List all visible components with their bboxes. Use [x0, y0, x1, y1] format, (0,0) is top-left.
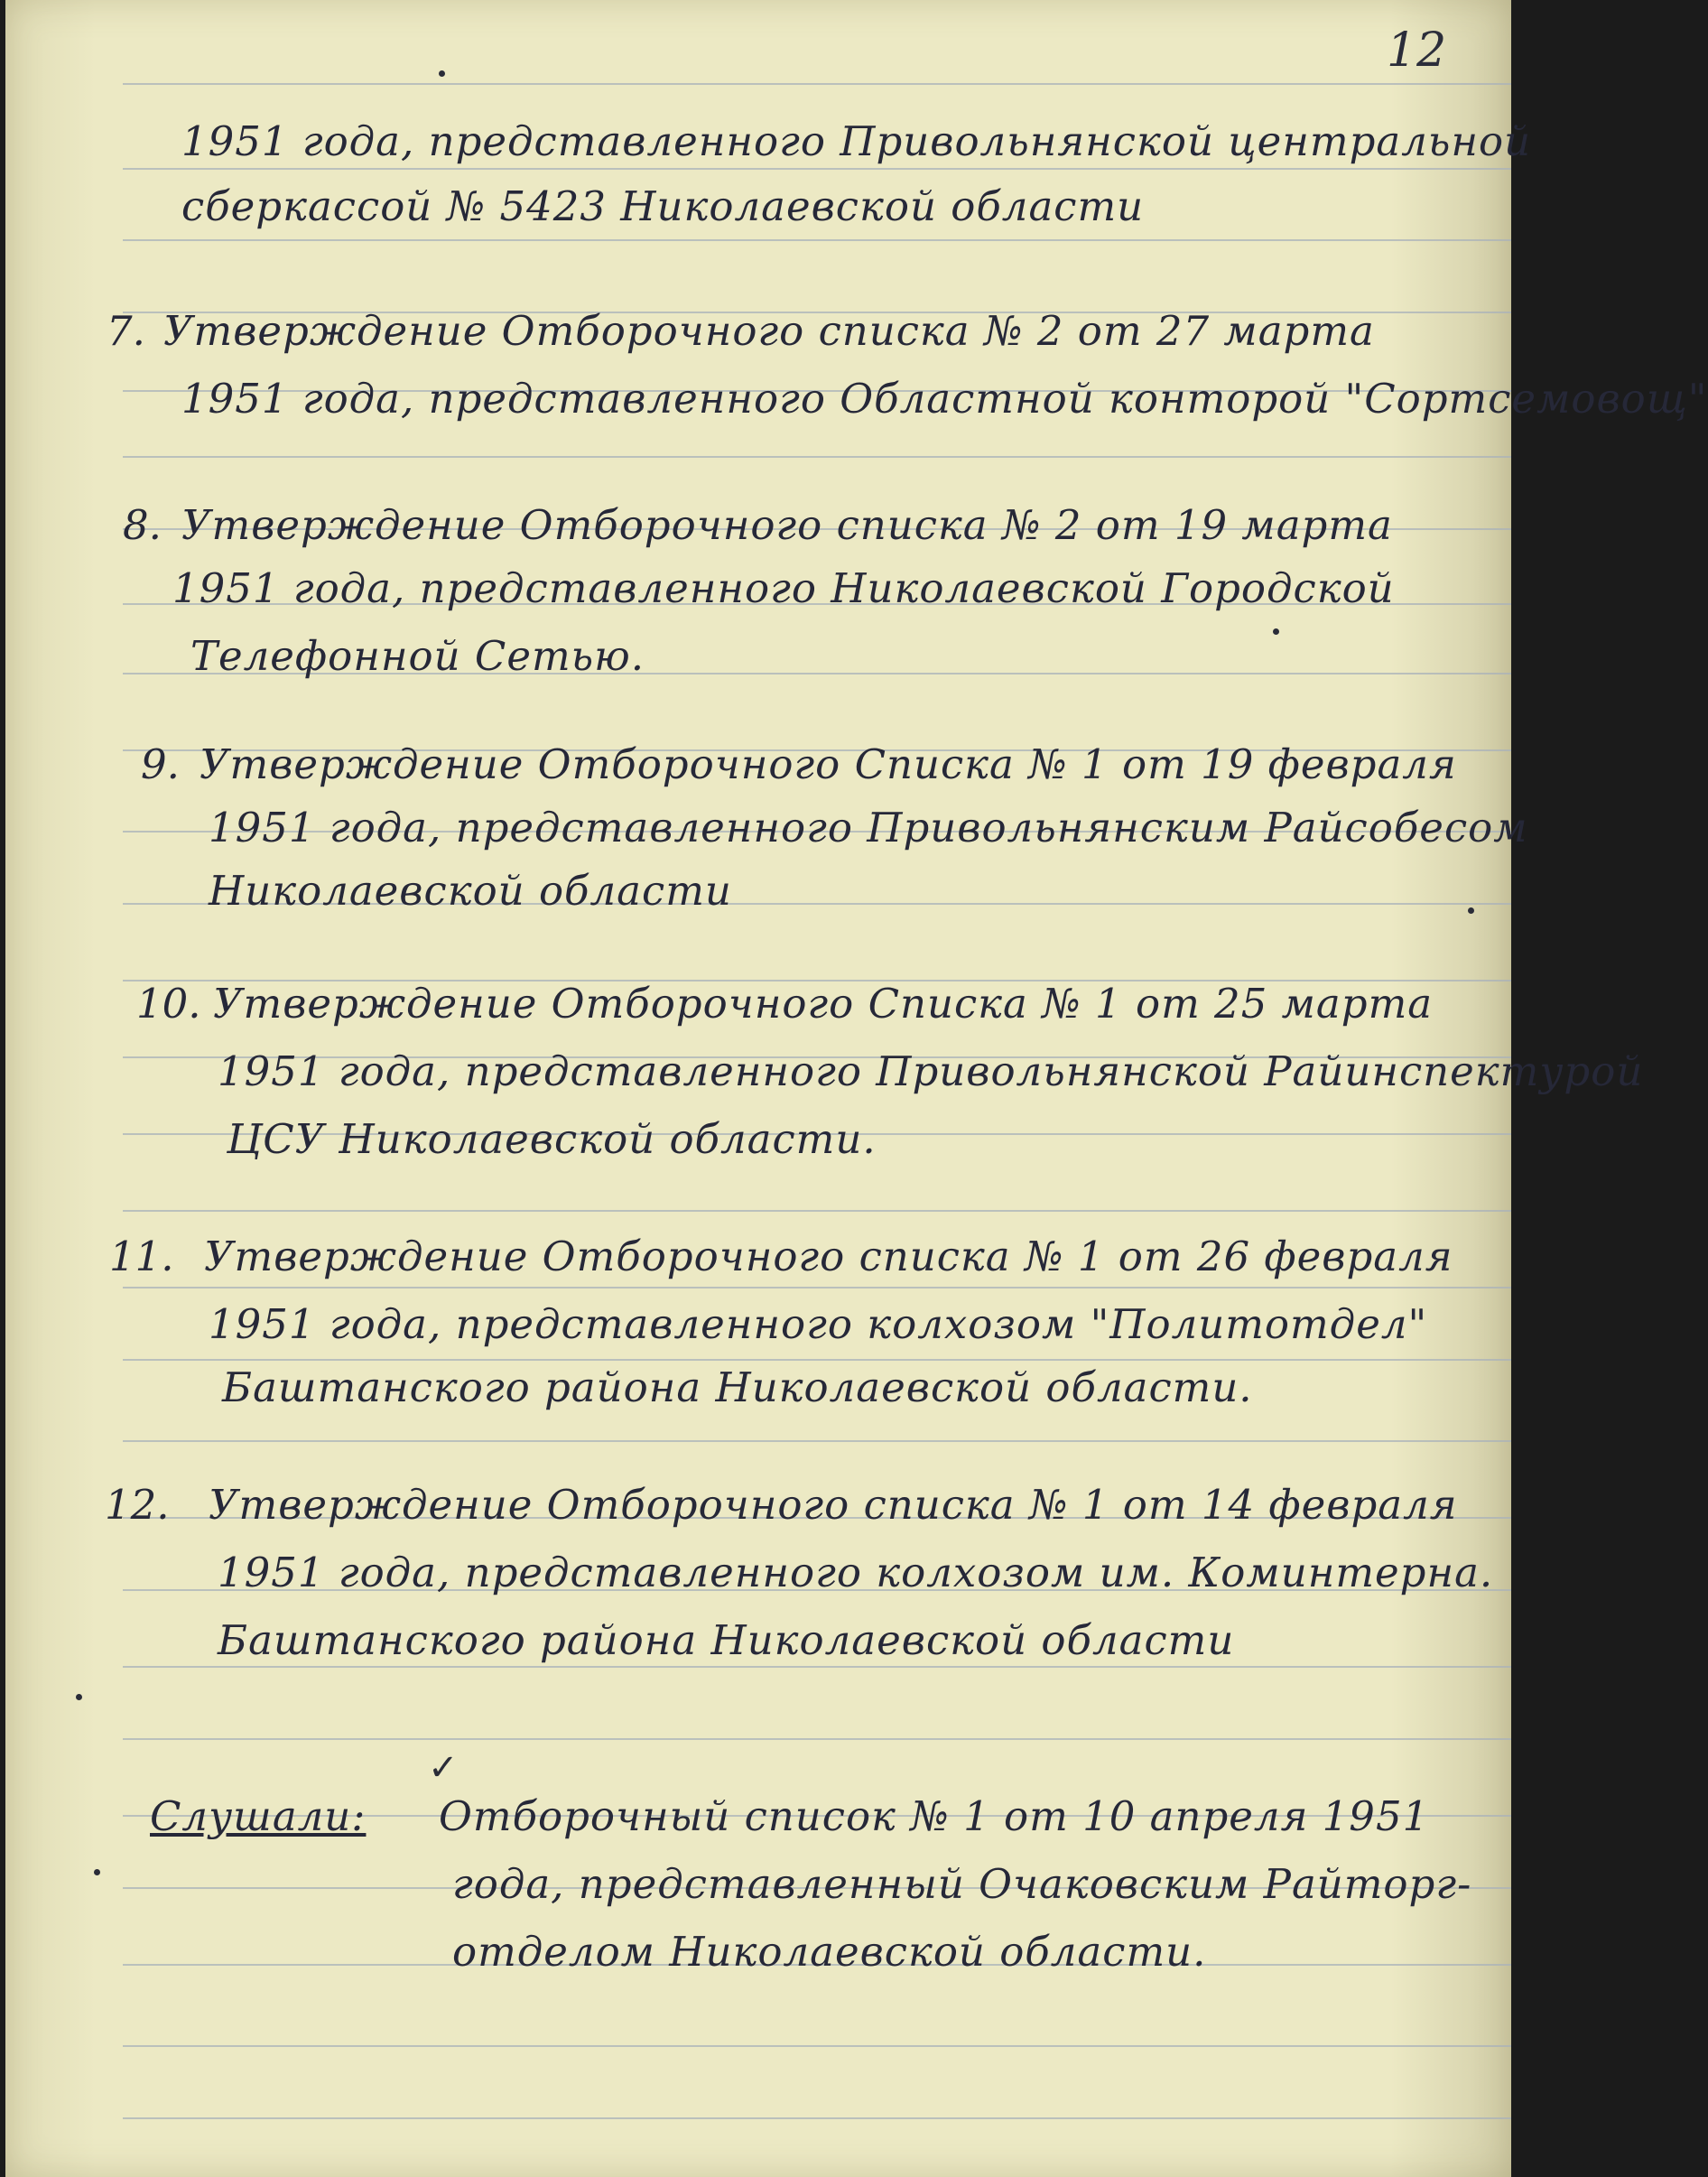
item-number: 12. [105, 1481, 170, 1529]
ink-dot [439, 70, 445, 77]
heard-line: отделом Николаевской области. [452, 1928, 1207, 1976]
page-number: 12 [1387, 23, 1447, 78]
item-line: Николаевской области [209, 867, 732, 915]
heard-line: Отборочный список № 1 от 10 апреля 1951 [439, 1792, 1430, 1840]
ink-dot [76, 1694, 82, 1700]
ruled-line [123, 1738, 1511, 1740]
item-line: Утверждение Отборочного списка № 2 от 27 марта [163, 307, 1375, 355]
item-line: 1951 года, представленного колхозом "Политотдел" [209, 1300, 1428, 1348]
ink-dot [1468, 907, 1474, 914]
ruled-line [123, 83, 1511, 85]
ink-dot [94, 1869, 100, 1875]
item-number: 9. [141, 740, 180, 788]
item-line: Утверждение Отборочного Списка № 1 от 25 марта [213, 980, 1434, 1028]
item-line: Баштанского района Николаевской области. [222, 1363, 1253, 1411]
item-line: Утверждение Отборочного списка № 1 от 14 февраля [209, 1481, 1458, 1529]
intro-line: сберкассой № 5423 Николаевской области [181, 182, 1145, 230]
check-mark-icon: ✓ [428, 1747, 459, 1789]
notebook-page [5, 0, 1708, 2177]
item-line: Утверждение Отборочного списка № 2 от 19 марта [181, 501, 1393, 549]
item-line: Телефонной Сетью. [190, 632, 645, 680]
ruled-line [123, 456, 1511, 458]
ruled-line [123, 1210, 1511, 1212]
item-line: 1951 года, представленного колхозом им. Коминтерна. [218, 1549, 1494, 1596]
item-line: Утверждение Отборочного списка № 1 от 26 февраля [204, 1233, 1453, 1280]
item-number: 10. [136, 980, 201, 1028]
ruled-line [123, 2045, 1511, 2047]
item-line: ЦСУ Николаевской области. [227, 1115, 877, 1163]
item-line: 1951 года, представленного Привольнянской Райинспектурой [218, 1047, 1644, 1095]
item-number: 11. [109, 1233, 174, 1280]
ruled-line [123, 239, 1511, 241]
item-number: 7. [107, 307, 145, 355]
ruled-line [123, 1359, 1511, 1361]
item-line: 1951 года, представленного Областной конторой "Сортсемовощ" [181, 375, 1708, 423]
ruled-line [123, 1440, 1511, 1442]
item-line: 1951 года, представленного Привольнянским Райсобесом [209, 804, 1528, 851]
ruled-line [123, 168, 1511, 170]
ink-dot [1273, 628, 1279, 635]
ruled-line [123, 2117, 1511, 2119]
item-number: 8. [123, 501, 162, 549]
item-line: Баштанского района Николаевской области [218, 1616, 1235, 1664]
heard-label: Слушали: [150, 1792, 367, 1840]
item-line: Утверждение Отборочного Списка № 1 от 19 февраля [200, 740, 1457, 788]
heard-line: года, представленный Очаковским Райторг- [452, 1860, 1472, 1908]
ruled-line [123, 1287, 1511, 1289]
intro-line: 1951 года, представленного Привольнянской центральной [181, 117, 1532, 165]
ruled-line [123, 1666, 1511, 1668]
item-line: 1951 года, представленного Николаевской Городской [172, 564, 1395, 612]
